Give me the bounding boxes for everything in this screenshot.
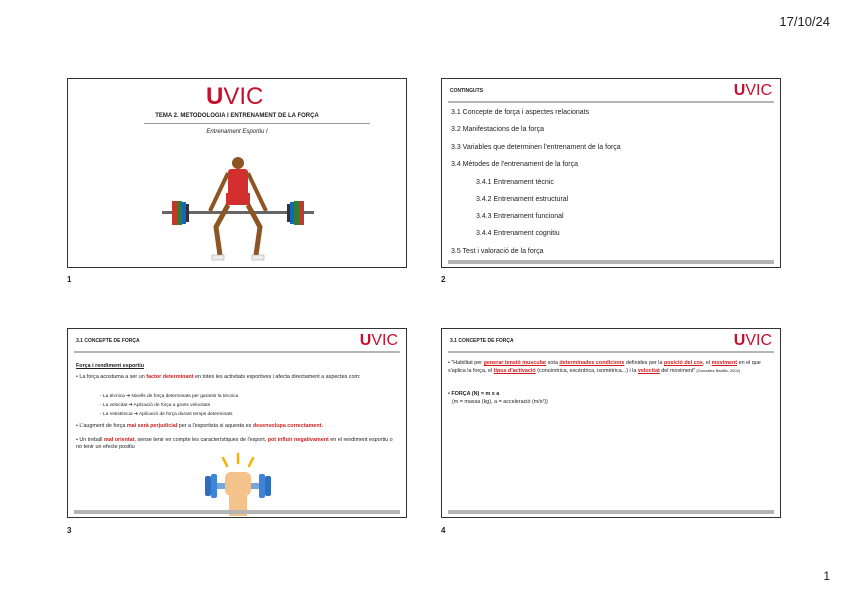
paragraph: • L'augment de força mai serà perjudicial per a l'esportista si aquesta es desenvolupa correctament. — [76, 423, 323, 429]
uvic-logo: UVIC — [206, 83, 264, 110]
slide-number: 4 — [441, 526, 446, 535]
slide-header: 3.1 CONCEPTE DE FORÇA — [450, 338, 514, 344]
header-divider — [448, 351, 774, 353]
slide-1[interactable] — [67, 78, 407, 268]
header-divider — [74, 351, 400, 353]
bullet-item: - La tècnica ➔ Nivells de força determinats per garantir la tècnica — [100, 394, 239, 399]
page-number: 1 — [823, 569, 830, 583]
paragraph: • Un treball mal orientat, sense tenir en compte les característiques de l'esport, pot influir negativament en el rendiment esportiu o no tenir un efecte positiu — [76, 437, 393, 450]
slide-header: 3.1 CONCEPTE DE FORÇA — [76, 338, 140, 344]
slide-number: 1 — [67, 275, 72, 284]
slide-2[interactable] — [441, 78, 781, 268]
definition-quote: • "Habilitat per generar tensió muscular sota determinades condicions definides per la posició del cos, el moviment en el que s'aplica la força, el tipus d'activació (concèntrica, excèntrica, isomètrica...) i la velocitat del moviment" (González Badillo, 2002) — [448, 360, 761, 374]
list-item: 3.3 Variables que determinen l'entrenament de la força — [451, 144, 621, 151]
slide-3[interactable] — [67, 328, 407, 518]
slide-title: TEMA 2. METODOLOGIA I ENTRENAMENT DE LA FORÇA — [155, 113, 319, 119]
header-divider — [448, 101, 774, 103]
slide-subtitle: Força i rendiment esportiu — [76, 363, 144, 369]
uvic-logo: UVIC — [733, 82, 772, 99]
footer-divider — [448, 260, 774, 264]
footer-divider — [448, 510, 774, 514]
list-item: 3.4 Mètodes de l'entrenament de la força — [451, 161, 579, 168]
paragraph: • La força acostuma a ser un factor determinant en totes les activitats esportives i afecta directament a aspectes com: — [76, 374, 361, 380]
list-item: 3.2 Manifestacions de la força — [451, 126, 544, 133]
footer-divider — [74, 510, 400, 514]
list-item: 3.1 Concepte de força i aspectes relacionats — [451, 109, 590, 116]
weightlifter-image — [158, 155, 318, 265]
uvic-logo: UVIC — [733, 332, 772, 349]
bullet-item: - La resistència ➔ Aplicació de força durant temps determinats — [100, 412, 233, 417]
uvic-logo: UVIC — [359, 332, 398, 349]
slide-subtitle: Entrenament Esportiu I — [206, 129, 268, 135]
formula-legend: (m = massa (kg), a = acceleració (m/s²)) — [452, 399, 548, 405]
slide-header: CONTINGUTS — [450, 88, 484, 94]
slide-4[interactable] — [441, 328, 781, 518]
page-date: 17/10/24 — [779, 14, 830, 29]
bullet-item: - La velocitat ➔ Aplicació de força a grans velocitats — [100, 403, 211, 408]
list-item: 3.4.1 Entrenament tècnic — [476, 179, 554, 186]
list-item: 3.4.3 Entrenament funcional — [476, 213, 564, 220]
list-item: 3.5 Test i valoració de la força — [451, 248, 544, 255]
title-divider — [144, 123, 370, 124]
slide-number: 3 — [67, 526, 72, 535]
formula: • FORÇA (N) = m x a — [448, 391, 500, 397]
list-item: 3.4.2 Entrenament estructural — [476, 196, 569, 203]
slide-number: 2 — [441, 275, 446, 284]
list-item: 3.4.4 Entrenament cognitiu — [476, 230, 560, 237]
strength-fist-icon — [201, 452, 275, 518]
